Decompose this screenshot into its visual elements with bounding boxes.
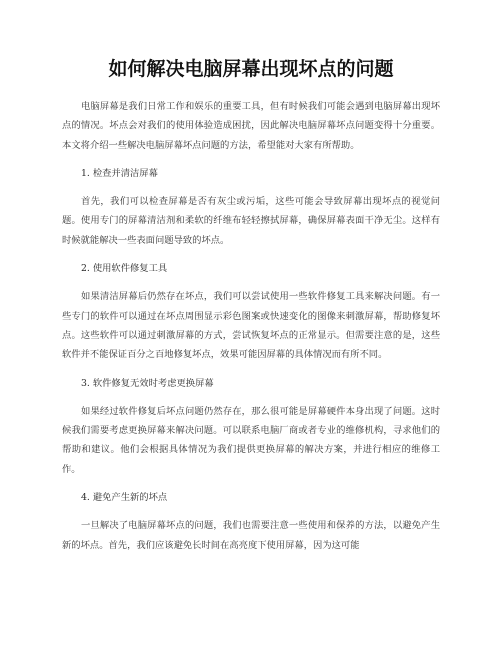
section-paragraph-2: 如果清洁屏幕后仍然存在坏点，我们可以尝试使用一些软件修复工具来解决问题。有一些专门的软件可以通过在坏点周围显示彩色图案或快速变化的图像来刺激屏幕，帮助修复坏点。这些软件可以通过刺激屏幕的方式，尝试恢复坏点的正常显示。但需要注意的是，这些软件并不能保证百分之百地修复坏点，效果可能因屏幕的具体情况而有所不同。 — [62, 291, 440, 361]
section-heading-2: 2. 使用软件修复工具 — [81, 263, 168, 275]
section-paragraph-1: 首先，我们可以检查屏幕是否有灰尘或污垢，这些可能会导致屏幕出现坏点的视觉问题。使用专门的屏幕清洁剂和柔软的纤维布轻轻擦拭屏幕，确保屏幕表面干净无尘。这样有时候就能解决一些表面问题导致的坏点。 — [62, 196, 440, 246]
intro-paragraph: 电脑屏幕是我们日常工作和娱乐的重要工具，但有时候我们可能会遇到电脑屏幕出现坏点的情况。坏点会对我们的使用体验造成困扰，因此解决电脑屏幕坏点问题变得十分重要。本文将介绍一些解决电脑屏幕坏点问题的方法，希望能对大家有所帮助。 — [62, 101, 440, 151]
document-body — [62, 97, 440, 564]
section-heading-3: 3. 软件修复无效时考虑更换屏幕 — [81, 377, 214, 389]
section-heading-4: 4. 避免产生新的坏点 — [81, 492, 168, 504]
section-heading-1: 1. 检查并清洁屏幕 — [81, 167, 158, 179]
section-paragraph-4: 一旦解决了电脑屏幕坏点的问题，我们也需要注意一些使用和保养的方法，以避免产生新的坏点。首先，我们应该避免长时间在高亮度下使用屏幕，因为这可能 — [62, 520, 440, 551]
document-title: 如何解决电脑屏幕出现坏点的问题 — [108, 58, 394, 80]
section-paragraph-3: 如果经过软件修复后坏点问题仍然存在，那么很可能是屏幕硬件本身出现了问题。这时候我们需要考虑更换屏幕来解决问题。可以联系电脑厂商或者专业的维修机构，寻求他们的帮助和建议。他们会根据具体情况为我们提供更换屏幕的解决方案，并进行相应的维修工作。 — [62, 405, 440, 475]
